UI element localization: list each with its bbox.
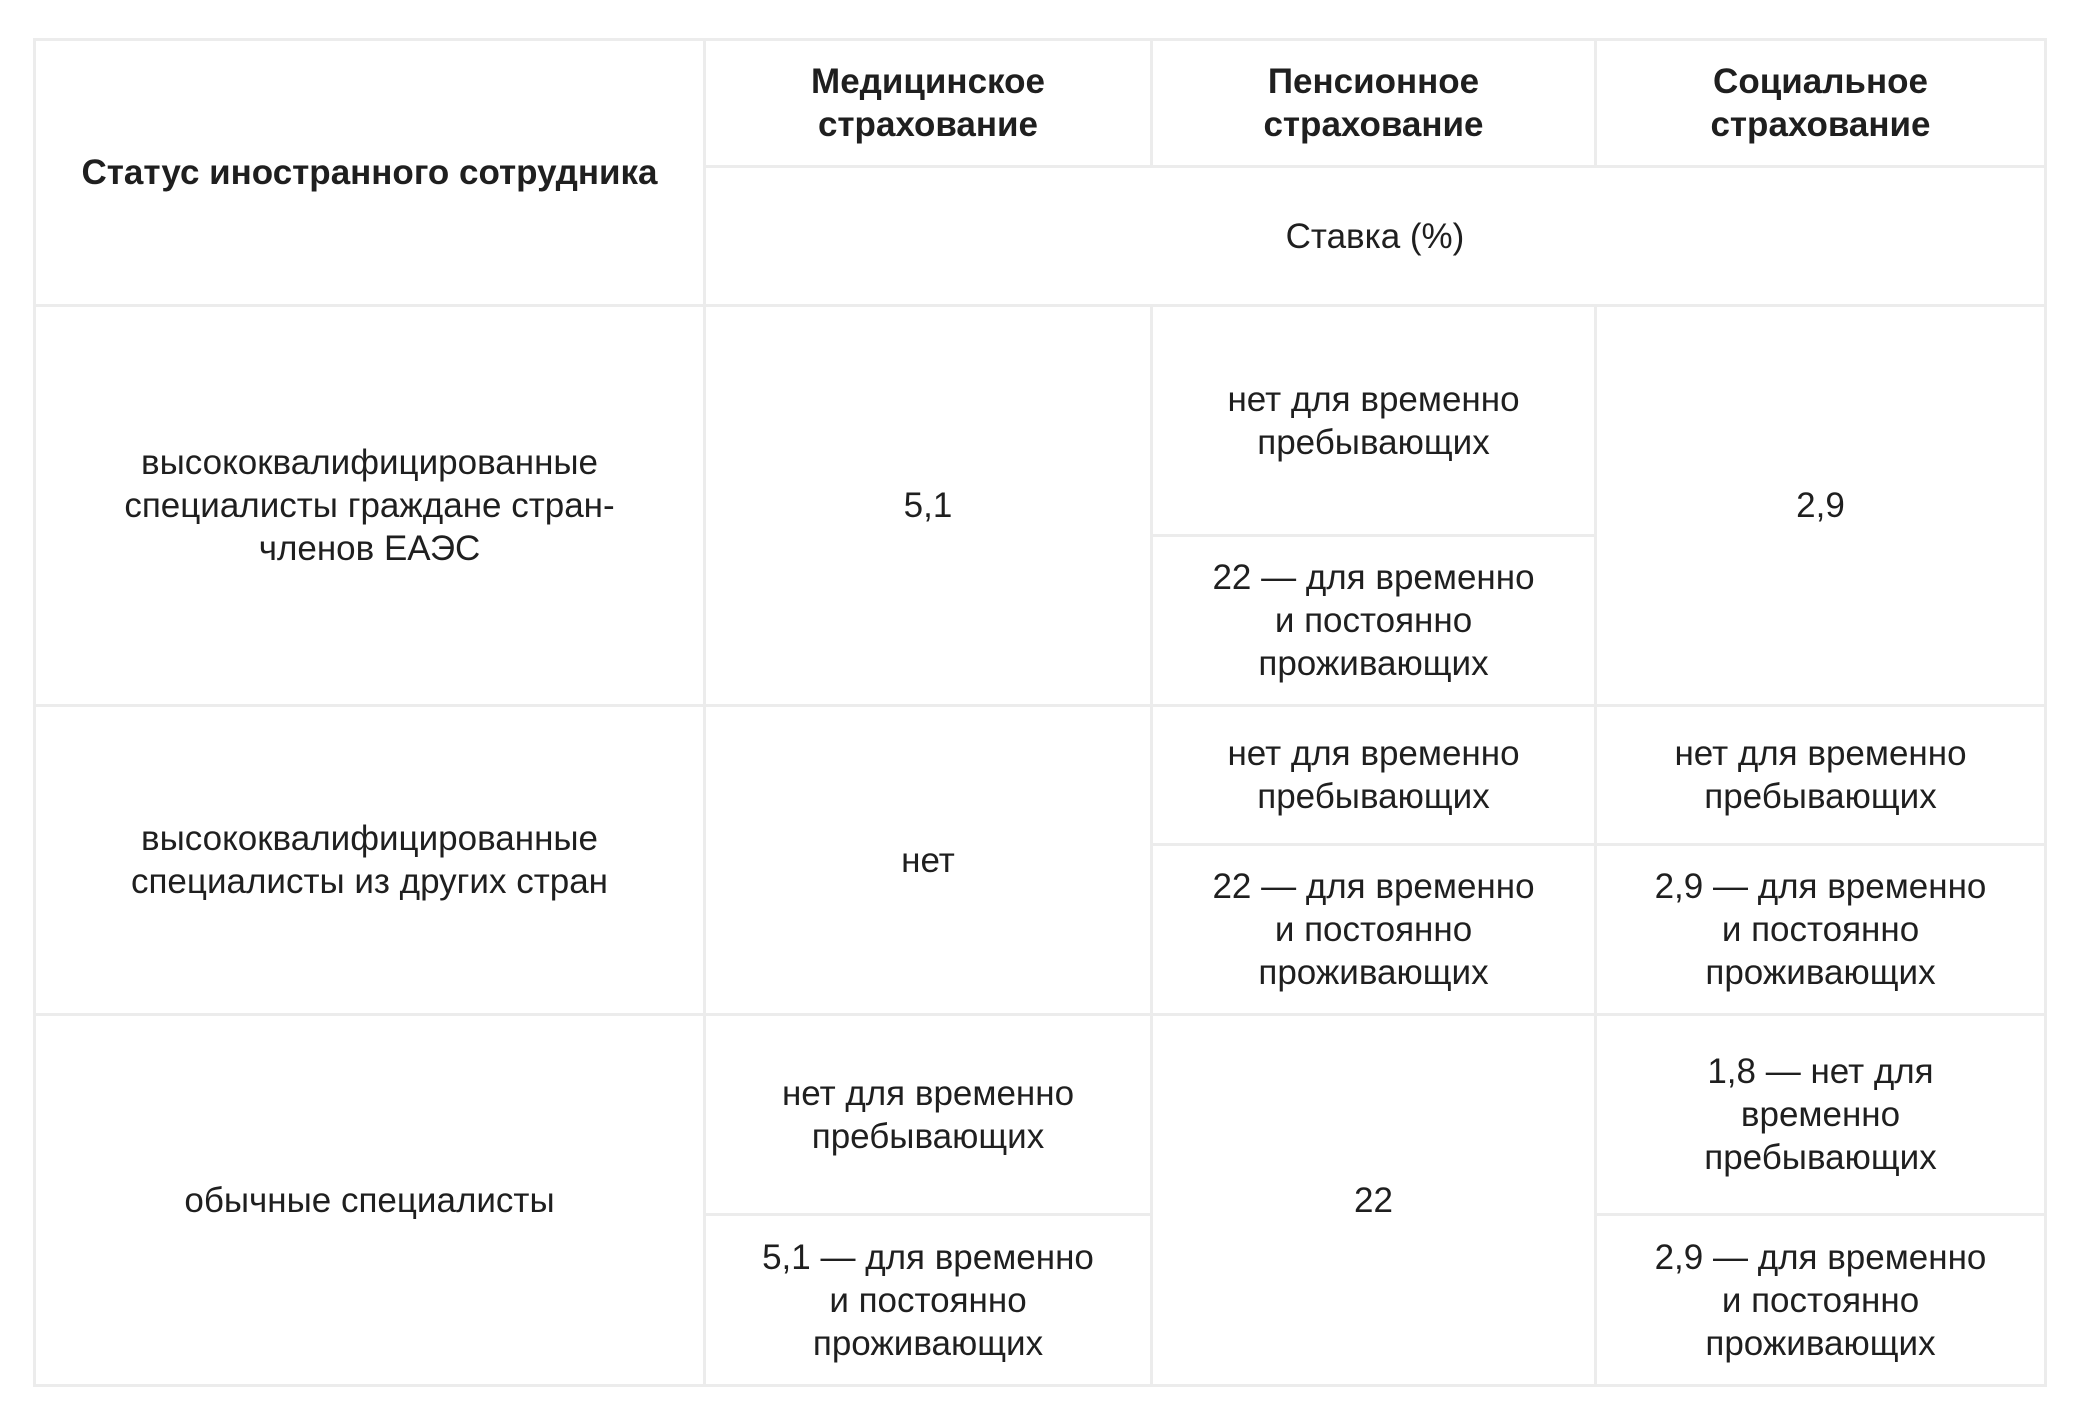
row-status: высококвалифицированные специалисты из других стран (35, 706, 705, 1015)
header-pension: Пенсионное страхование (1152, 40, 1596, 167)
cell-pension: 22 (1152, 1015, 1596, 1386)
cell-social: 2,9 (1596, 306, 2046, 706)
header-status: Статус иностранного сотрудника (35, 40, 705, 306)
cell-pension-resident: 22 — для временно и постоянно проживающих (1152, 845, 1596, 1015)
cell-social-resident: 2,9 — для временно и постоянно проживающих (1596, 845, 2046, 1015)
header-row (35, 40, 2046, 167)
cell-medical-temporary: нет для временно пребывающих (705, 1015, 1152, 1215)
table-row (35, 1015, 2046, 1215)
header-rate-unit: Ставка (%) (705, 167, 2046, 306)
cell-pension-temporary: нет для временно пребывающих (1152, 706, 1596, 845)
cell-social-resident: 2,9 — для временно и постоянно проживающих (1596, 1215, 2046, 1386)
cell-social-temporary: нет для временно пребывающих (1596, 706, 2046, 845)
cell-medical: 5,1 (705, 306, 1152, 706)
insurance-rates-table (33, 38, 2047, 1387)
table-row (35, 706, 2046, 845)
cell-pension-temporary: нет для временно пребывающих (1152, 306, 1596, 536)
header-medical: Медицинское страхование (705, 40, 1152, 167)
cell-medical: нет (705, 706, 1152, 1015)
cell-pension-resident: 22 — для временно и постоянно проживающих (1152, 536, 1596, 706)
cell-medical-resident: 5,1 — для временно и постоянно проживающих (705, 1215, 1152, 1386)
header-social: Социальное страхование (1596, 40, 2046, 167)
table-row (35, 306, 2046, 536)
row-status: высококвалифицированные специалисты граждане стран- членов ЕАЭС (35, 306, 705, 706)
row-status: обычные специалисты (35, 1015, 705, 1386)
cell-social-temporary: 1,8 — нет для временно пребывающих (1596, 1015, 2046, 1215)
